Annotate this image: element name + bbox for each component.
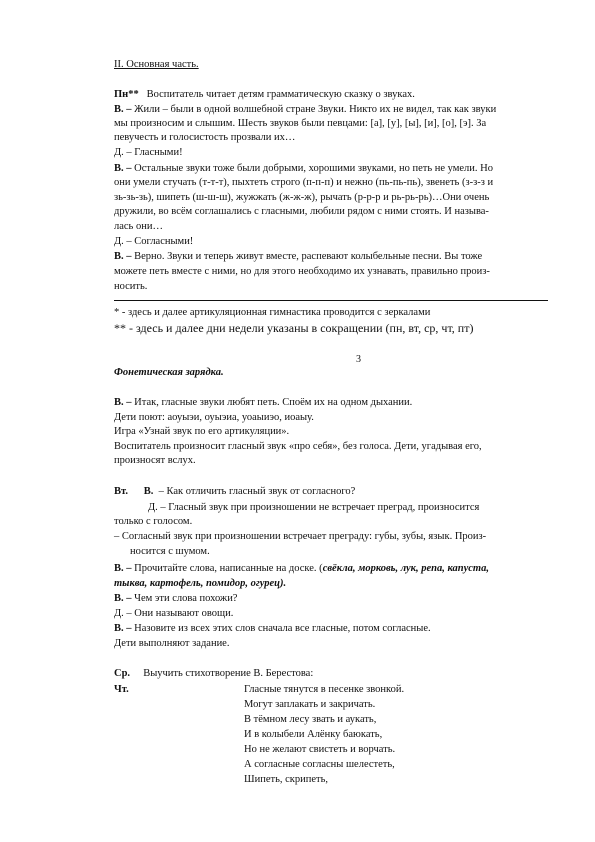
paragraph-line: Игра «Узнай звук по его артикуляции». <box>114 426 290 437</box>
paragraph-line: произносят вслух. <box>114 455 196 466</box>
paragraph-line: Воспитатель произносит гласный звук «про себя», без голоса. Дети, угадывая его, <box>114 441 482 452</box>
poem-line: Гласные тянутся в песенке звонкой. <box>244 684 405 695</box>
paragraph-line: можете петь вместе с ними, но для этого необходимо их узнавать, правильно произ- <box>114 266 490 277</box>
paragraph-line <box>114 250 482 264</box>
line-text: Жили – были в одной волшебной стране Звуки. Никто их не видел, так как звуки <box>134 104 497 115</box>
speaker-label: В. – <box>114 163 135 174</box>
day-label: Ср. <box>114 668 131 679</box>
day-label: Вт. <box>114 486 128 497</box>
poem-line: А согласные согласны шелестеть, <box>244 759 395 770</box>
line-text: Остальные звуки тоже были добрыми, хорошими звуками, но петь не умели. Но <box>134 163 494 174</box>
paragraph-line <box>114 562 489 576</box>
paragraph-line: носить. <box>114 281 148 292</box>
speaker-label: В. – <box>114 251 135 262</box>
line-text: Выучить стихотворение В. Берестова: <box>143 668 314 679</box>
day-label: Пн** <box>114 89 139 100</box>
line-text: Чем эти слова похожи? <box>134 593 238 604</box>
paragraph-line: Д. – Они называют овощи. <box>114 608 234 619</box>
paragraph-line: они умели стучать (т-т-т), пыхтеть строго (п-п-п) и нежно (пь-пь-пь), звенеть (з-з-з и <box>114 177 494 188</box>
paragraph-line: зь-зь-зь), шипеть (ш-ш-ш), жужжать (ж-ж-ж), рычать (р-р-р и рь-рь-рь)…Они очень <box>114 192 490 203</box>
line-text: Назовите из всех этих слов сначала все гласные, потом согласные. <box>134 623 431 634</box>
subsection-title: Фонетическая зарядка. <box>114 367 224 378</box>
paragraph-line: только с голосом. <box>114 516 193 527</box>
line-text: Итак, гласные звуки любят петь. Споём их на одном дыхании. <box>134 397 413 408</box>
paragraph-line: – Согласный звук при произношении встречает преграду: губы, зубы, язык. Произ- <box>114 531 487 542</box>
paragraph-line: Д. – Гласными! <box>114 147 183 158</box>
paragraph-line <box>114 622 431 636</box>
poem-line: Но не желают свистеть и ворчать. <box>244 744 396 755</box>
poem-line: Шипеть, скрипеть, <box>244 774 329 785</box>
speaker-label: В. – <box>114 397 135 408</box>
line-text: Верно. Звуки и теперь живут вместе, распевают колыбельные песни. Вы тоже <box>134 251 483 262</box>
paragraph-line: дружили, во всём соглашались с гласными, любили рядом с ними стоять. И называ- <box>114 206 489 217</box>
paragraph-line: Дети поют: аоуыэи, оуыэиа, уоаыиэо, иоаыу. <box>114 412 314 423</box>
poem-line: Могут заплакать и закричать. <box>244 699 376 710</box>
paragraph-line <box>114 88 415 102</box>
paragraph-line <box>114 592 237 606</box>
speaker-label: В. – <box>114 593 135 604</box>
footnote: ** - здесь и далее дни недели указаны в сокращении (пн, вт, ср, чт, пт) <box>114 321 474 335</box>
paragraph-line <box>114 162 493 176</box>
day-label: Чт. <box>114 684 129 695</box>
paragraph-line: лась они… <box>114 221 163 232</box>
line-text: Воспитатель читает детям грамматическую сказку о звуках. <box>146 89 415 100</box>
speaker-label: В. – <box>114 623 135 634</box>
speaker-label: В. – <box>114 104 135 115</box>
speaker-label: В. – <box>114 563 135 574</box>
footnote-divider <box>114 300 548 301</box>
word-list: тыква, картофель, помидор, огурец). <box>114 578 287 589</box>
page-number: 3 <box>356 354 361 365</box>
line-text: – Как отличить гласный звук от согласного? <box>158 486 356 497</box>
poem-line: В тёмном лесу звать и аукать, <box>244 714 377 725</box>
paragraph-line: Дети выполняют задание. <box>114 638 230 649</box>
paragraph-line <box>114 485 355 499</box>
paragraph-line <box>114 667 313 681</box>
paragraph-line <box>114 103 496 117</box>
poem-line: И в колыбели Алёнку баюкать, <box>244 729 383 740</box>
line-text: Прочитайте слова, написанные на доске. ( <box>134 563 323 574</box>
paragraph-line: Д. – Согласными! <box>114 236 194 247</box>
section-title: II. Основная часть. <box>114 59 199 70</box>
paragraph-line: Д. – Гласный звук при произношении не встречает преград, произносится <box>148 502 480 513</box>
paragraph-line: носится с шумом. <box>130 546 210 557</box>
paragraph-line <box>114 396 412 410</box>
speaker-label: В. <box>143 486 154 497</box>
paragraph-line: певучесть и голосистость прозвали их… <box>114 132 296 143</box>
footnote: * - здесь и далее артикуляционная гимнастика проводится с зеркалами <box>114 307 431 318</box>
word-list: свёкла, морковь, лук, репа, капуста, <box>322 563 489 574</box>
paragraph-line: мы произносим и слышим. Шесть звуков были певцами: [а], [у], [ы], [и], [о], [э]. За <box>114 118 487 129</box>
